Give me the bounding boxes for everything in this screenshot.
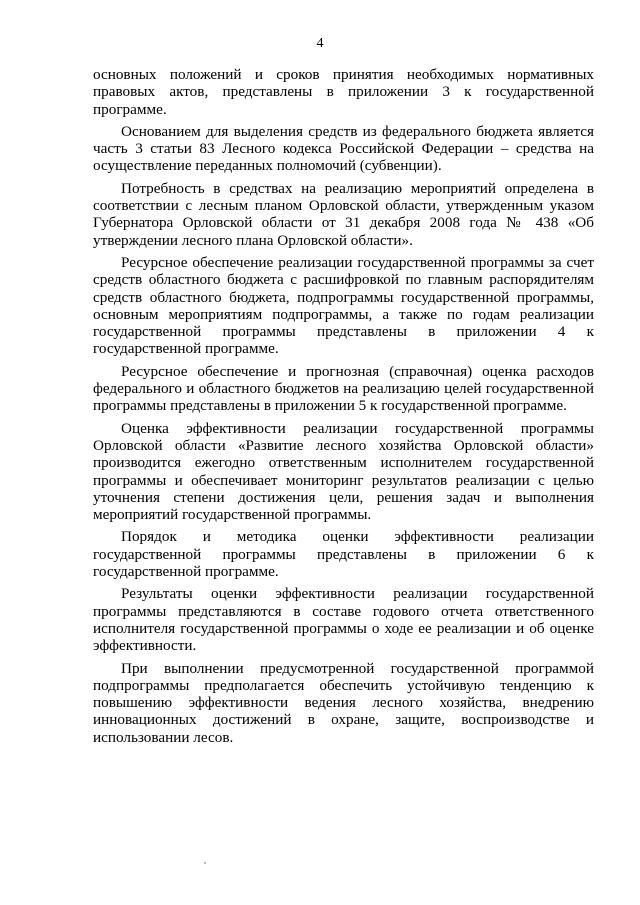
paragraph-federal-funding: Основанием для выделения средств из федерального бюджета является часть 3 статьи 83 Лесного кодекса Российской Федерации – средства на осуществление переданных полномочий (субвенции). [93, 122, 594, 175]
paragraph-evaluation-results: Результаты оценки эффективности реализации государственной программы представляются в составе годового отчета ответственного исполнителя государственной программы о ходе ее реализации и об оценке эффективности. [93, 585, 594, 655]
paragraph-funding-needs: Потребность в средствах на реализацию мероприятий определена в соответствии с лесным планом Орловской области, утвержденным указом Губернатора Орловской области от 31 декабря 2008 года № 438 «Об утверждении лесного плана Орловской области». [93, 179, 594, 249]
paragraph-continuation: основных положений и сроков принятия необходимых нормативных правовых актов, представлены в приложении 3 к государственной программе. [93, 66, 594, 118]
document-body [93, 66, 594, 751]
paragraph-resource-forecast: Ресурсное обеспечение и прогнозная (справочная) оценка расходов федерального и областного бюджетов на реализацию целей государственной программы представлены в приложении 5 к государственной программе. [93, 362, 594, 415]
paragraph-expected-outcome: При выполнении предусмотренной государственной программой подпрограммы предполагается обеспечить устойчивую тенденцию к повышению эффективности ведения лесного хозяйства, внедрению инновационных достижений в охране, защите, воспроизводстве и использовании лесов. [93, 659, 594, 746]
page-number: 4 [316, 36, 324, 51]
paragraph-efficiency-evaluation: Оценка эффективности реализации государственной программы Орловской области «Развитие лесного хозяйства Орловской области» производится ежегодно ответственным исполнителем государственной программы и обеспечивает мониторинг результатов реализации с целью уточнения степени достижения цели, решения задач и выполнения мероприятий государственной программы. [93, 419, 594, 524]
scan-speck [204, 862, 206, 864]
paragraph-regional-resources: Ресурсное обеспечение реализации государственной программы за счет средств областного бюджета с расшифровкой по главным распорядителям средств областного бюджета, подпрограммы государственной программы, основным мероприятиям подпрограммы, а также по годам реализации государственной программы представлены в приложении 4 к государственной программе. [93, 253, 594, 358]
paragraph-evaluation-method: Порядок и методика оценки эффективности реализации государственной программы представлены в приложении 6 к государственной программе. [93, 528, 594, 581]
